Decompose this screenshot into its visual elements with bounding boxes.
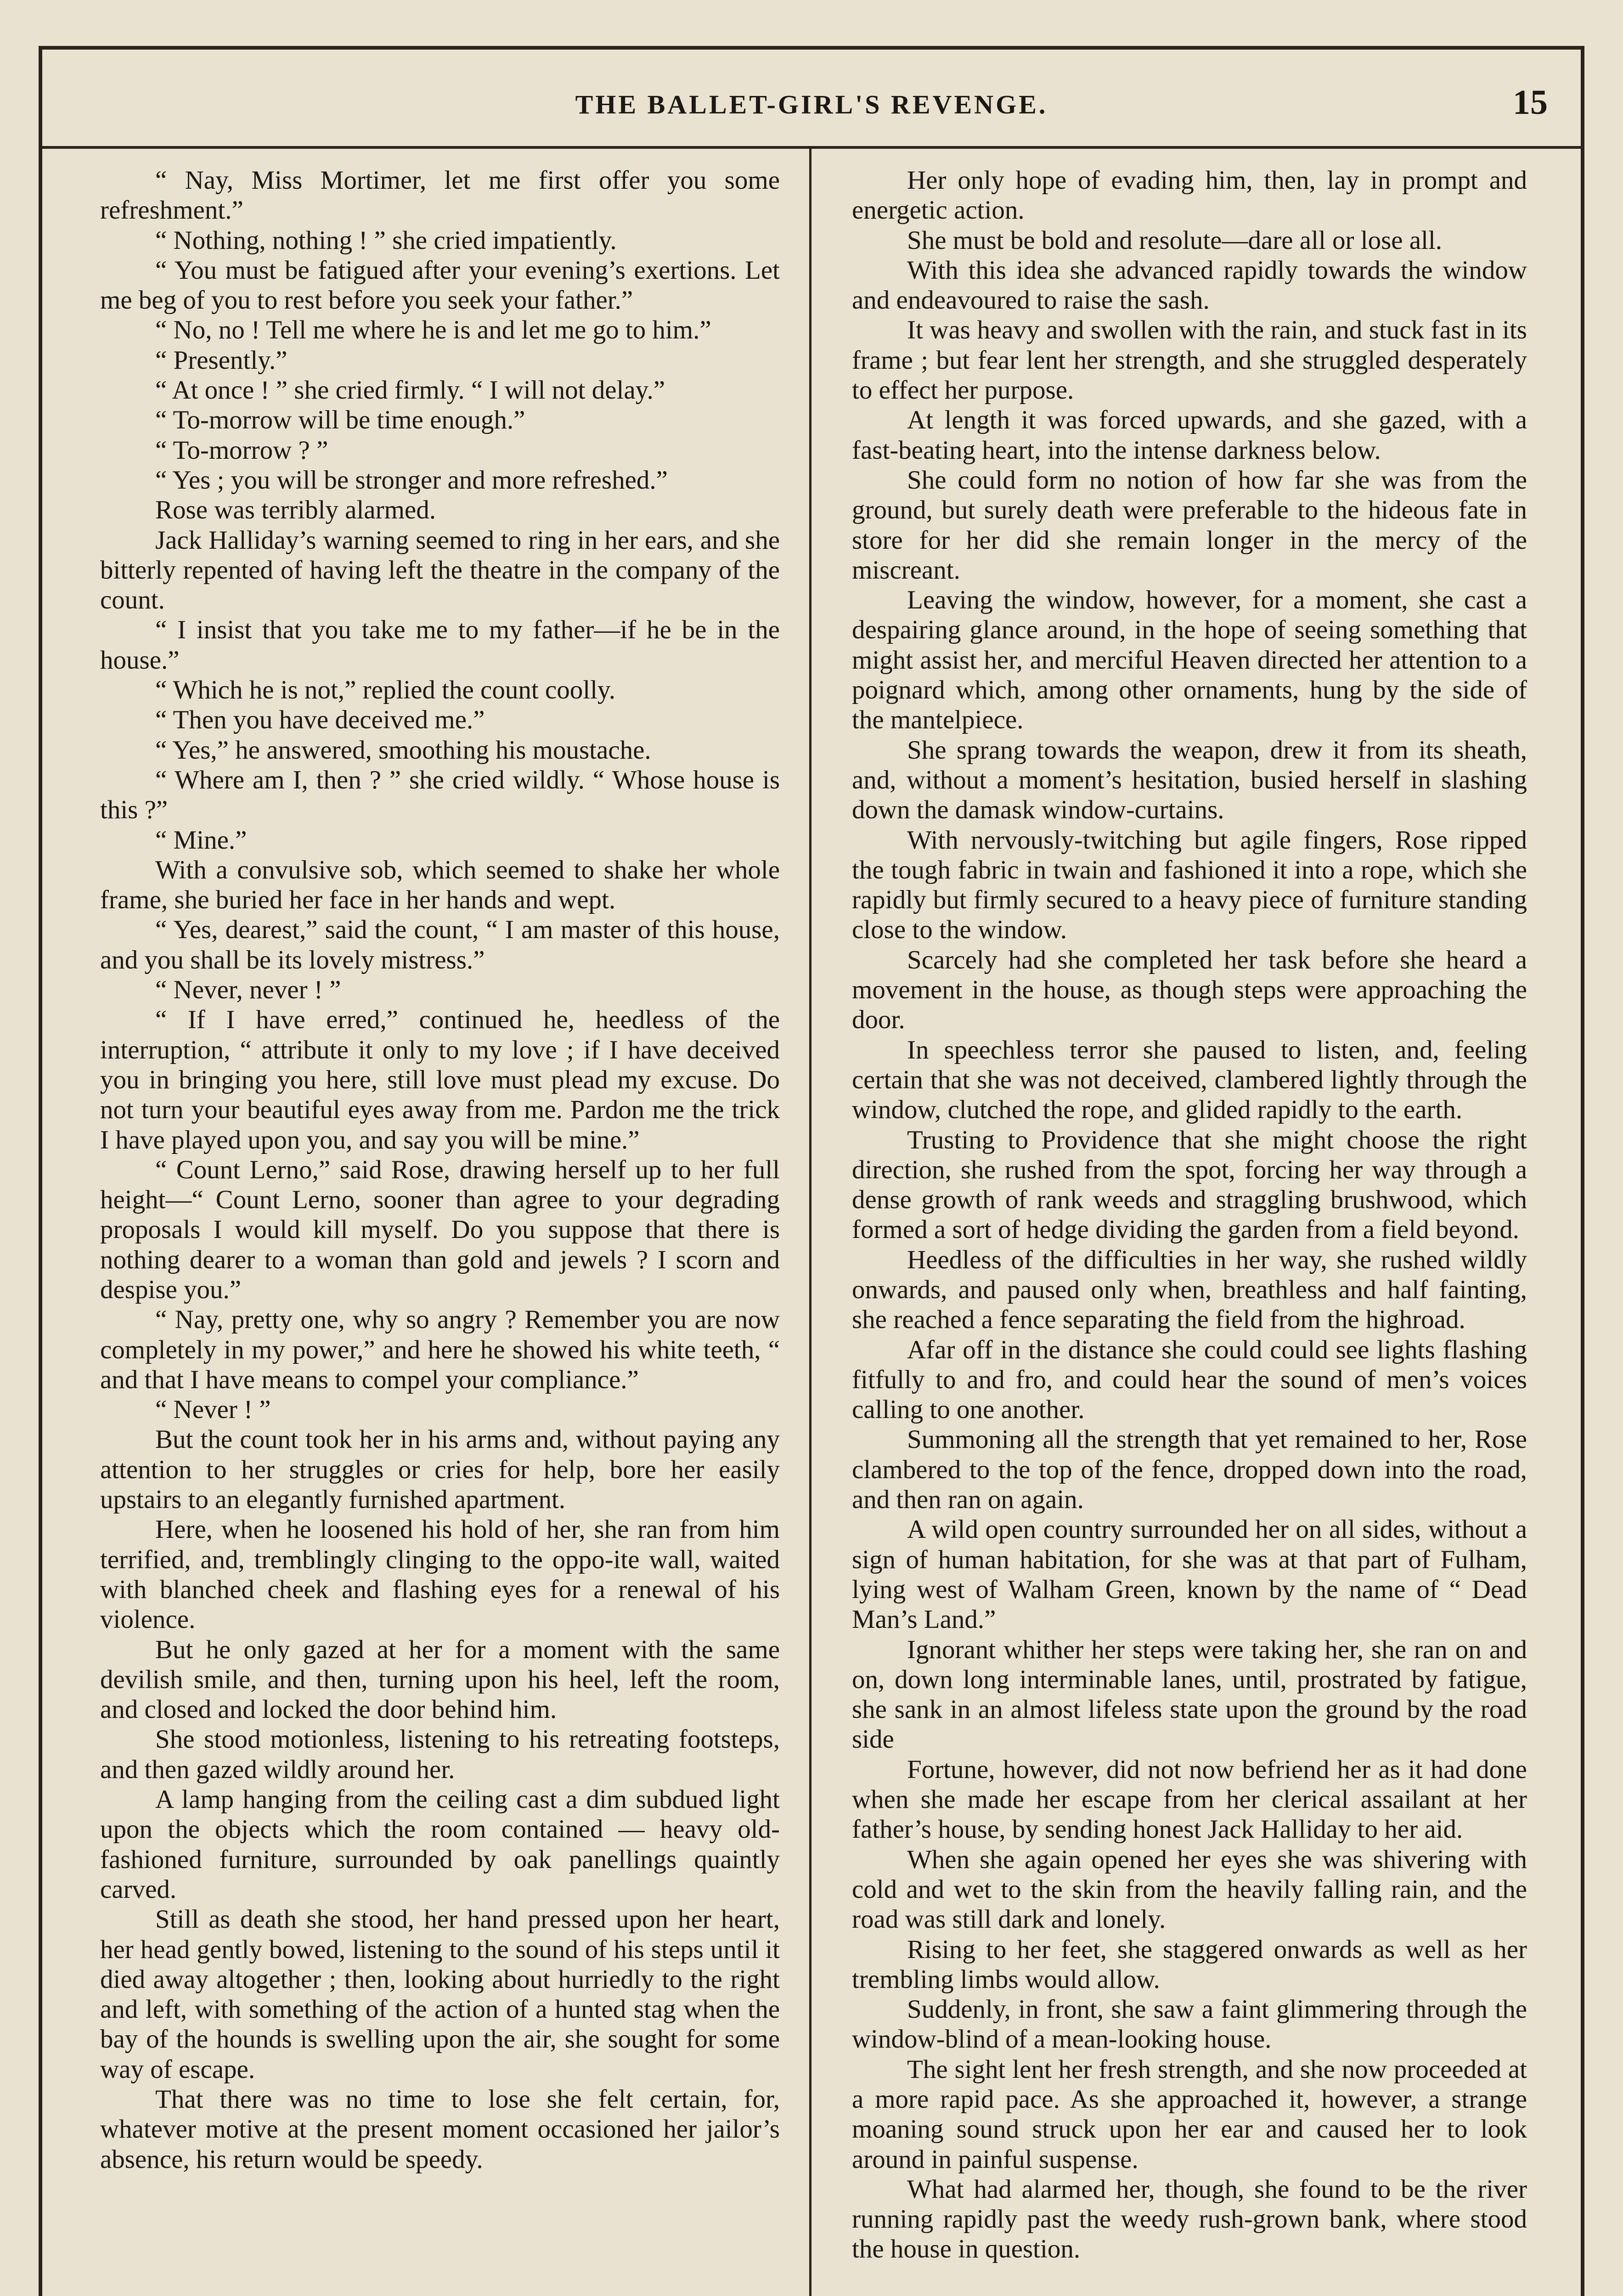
paragraph: A lamp hanging from the ceiling cast a dim subdued light upon the objects which the room contained — heavy old-fashioned furniture, surrounded by oak panellings quaintly carved. (100, 1785, 780, 1904)
paragraph: “ Which he is not,” replied the count coolly. (155, 675, 615, 705)
paragraph: “ If I have erred,” continued he, heedless of the interruption, “ attribute it only to my love ; if I have deceived you in bringing you here, still love must plead my excuse. Do not turn your beautiful eyes away from me. Pardon me the trick I have played upon you, and say you will be mine.” (100, 1005, 780, 1154)
paragraph: “ Where am I, then ? ” she cried wildly. “ Whose house is this ?” (100, 765, 780, 825)
paragraph: But the count took her in his arms and, without paying any attention to her struggles or cries for help, bore her easily upstairs to an elegantly furnished apartment. (100, 1425, 780, 1514)
paragraph: “ Nay, pretty one, why so angry ? Remember you are now completely in my power,” and here he showed his white teeth, “ and that I have means to compel your compliance.” (100, 1305, 780, 1394)
running-title: THE BALLET-GIRL'S REVENGE. (575, 90, 1048, 119)
page-number: 15 (1513, 83, 1548, 122)
paragraph: “ At once ! ” she cried firmly. “ I will not delay.” (155, 376, 665, 405)
paragraph: She sprang towards the weapon, drew it from its sheath, and, without a moment’s hesitation, busied herself in slashing down the damask window-curtains. (852, 735, 1527, 825)
paragraph: With this idea she advanced rapidly towards the window and endeavoured to raise the sash. (852, 255, 1527, 315)
paragraph: “ Then you have deceived me.” (155, 705, 485, 735)
paragraph: “ Presently.” (155, 345, 287, 375)
paragraph: Still as death she stood, her hand pressed upon her heart, her head gently bowed, listening to the sound of his steps until it died away altogether ; then, looking about hurriedly to the right and left, with something of the action of a hunted stag when the bay of the hounds is swelling upon the air, she sought for some way of escape. (100, 1905, 780, 2084)
paragraph: What had alarmed her, though, she found to be the river running rapidly past the weedy rush-grown bank, where stood the house in question. (852, 2174, 1527, 2264)
paragraph: Leaving the window, however, for a moment, she cast a despairing glance around, in the hope of seeing something that might assist her, and merciful Heaven directed her attention to a poignard which, among other ornaments, hung by the side of the mantelpiece. (852, 585, 1527, 735)
paragraph: Trusting to Providence that she might choose the right direction, she rushed from the spot, forcing her way through a dense growth of rank weeds and straggling brushwood, which formed a sort of hedge dividing the garden from a field beyond. (852, 1125, 1527, 1244)
paragraph: “ Count Lerno,” said Rose, drawing herself up to her full height—“ Count Lerno, sooner than agree to your degrading proposals I would kill myself. Do you suppose that there is nothing dearer to a woman than gold and jewels ? I scorn and despise you.” (100, 1155, 780, 1304)
paragraph: It was heavy and swollen with the rain, and stuck fast in its frame ; but fear lent her strength, and she struggled desperately to effect her purpose. (852, 315, 1527, 405)
paragraph: Heedless of the difficulties in her way, she rushed wildly onwards, and paused only when, breathless and half fainting, she reached a fence separating the field from the highroad. (852, 1245, 1527, 1334)
paragraph: “ Yes, dearest,” said the count, “ I am master of this house, and you shall be its lovely mistress.” (100, 915, 780, 974)
paragraph: With nervously-twitching but agile fingers, Rose ripped the tough fabric in twain and fashioned it into a rope, which she rapidly but firmly secured to a heavy piece of furniture standing close to the window. (852, 825, 1527, 945)
header-rule (39, 146, 1584, 149)
paragraph: “ Yes,” he answered, smoothing his moustache. (155, 735, 651, 765)
paragraph: “ Nothing, nothing ! ” she cried impatiently. (155, 225, 617, 255)
page-header (39, 78, 1584, 133)
paragraph: “ Yes ; you will be stronger and more refreshed.” (155, 465, 668, 495)
paragraph: Suddenly, in front, she saw a faint glimmering through the window-blind of a mean-looking house. (852, 1995, 1527, 2054)
paragraph: She stood motionless, listening to his retreating footsteps, and then gazed wildly around her. (100, 1725, 780, 1784)
paragraph: “ You must be fatigued after your evening’s exertions. Let me beg of you to rest before you seek your father.” (100, 255, 780, 315)
paragraph: She must be bold and resolute—dare all or lose all. (907, 225, 1443, 255)
paragraph: “ To-morrow ? ” (155, 435, 328, 465)
paragraph: Afar off in the distance she could could see lights flashing fitfully to and fro, and could hear the sound of men’s voices calling to one another. (852, 1335, 1527, 1424)
right-text-column (852, 165, 1527, 2264)
paragraph: “ Never ! ” (155, 1395, 271, 1424)
paragraph: “ Mine.” (155, 825, 247, 855)
paragraph: Her only hope of evading him, then, lay in prompt and energetic action. (852, 166, 1527, 225)
paragraph: But he only gazed at her for a moment with the same devilish smile, and then, turning upon his heel, left the room, and closed and locked the door behind him. (100, 1635, 780, 1724)
paragraph: With a convulsive sob, which seemed to shake her whole frame, she buried her face in her hands and wept. (100, 855, 780, 915)
paragraph: Rose was terribly alarmed. (155, 495, 436, 525)
paragraph: “ Never, never ! ” (155, 975, 341, 1005)
paragraph: When she again opened her eyes she was shivering with cold and wet to the skin from the heavily falling rain, and the road was still dark and lonely. (852, 1845, 1527, 1934)
paragraph: Ignorant whither her steps were taking her, she ran on and on, down long interminable lanes, until, prostrated by fatigue, she sank in an almost lifeless state upon the ground by the road side (852, 1635, 1527, 1754)
paragraph: Rising to her feet, she staggered onwards as well as her trembling limbs would allow. (852, 1935, 1527, 1994)
left-text-column (100, 165, 780, 2174)
paragraph: Scarcely had she completed her task before she heard a movement in the house, as though steps were approaching the door. (852, 945, 1527, 1035)
paragraph: Summoning all the strength that yet remained to her, Rose clambered to the top of the fence, dropped down into the road, and then ran on again. (852, 1425, 1527, 1514)
paragraph: That there was no time to lose she felt certain, for, whatever motive at the present moment occasioned her jailor’s absence, his return would be speedy. (100, 2085, 780, 2174)
paragraph: “ I insist that you take me to my father—if he be in the house.” (100, 615, 780, 675)
paragraph: Here, when he loosened his hold of her, she ran from him terrified, and, tremblingly clinging to the oppo-ite wall, waited with blanched cheek and flashing eyes for a renewal of his violence. (100, 1515, 780, 1634)
paragraph: The sight lent her fresh strength, and she now proceeded at a more rapid pace. As she approached it, however, a strange moaning sound struck upon her ear and caused her to look around in painful suspense. (852, 2054, 1527, 2174)
paragraph: She could form no notion of how far she was from the ground, but surely death were preferable to the hideous fate in store for her did she remain longer in the mercy of the miscreant. (852, 465, 1527, 585)
paragraph: Jack Halliday’s warning seemed to ring in her ears, and she bitterly repented of having left the theatre in the company of the count. (100, 525, 780, 615)
paragraph: “ Nay, Miss Mortimer, let me first offer you some refreshment.” (100, 166, 780, 225)
paragraph: “ No, no ! Tell me where he is and let me go to him.” (155, 315, 711, 345)
column-divider (809, 147, 812, 2296)
paragraph: “ To-morrow will be time enough.” (155, 405, 525, 435)
paragraph: A wild open country surrounded her on all sides, without a sign of human habitation, for she was at that part of Fulham, lying west of Walham Green, known by the name of “ Dead Man’s Land.” (852, 1515, 1527, 1634)
paragraph: Fortune, however, did not now befriend her as it had done when she made her escape from her clerical assailant at her father’s house, by sending honest Jack Halliday to her aid. (852, 1755, 1527, 1844)
paragraph: At length it was forced upwards, and she gazed, with a fast-beating heart, into the intense darkness below. (852, 405, 1527, 465)
paragraph: In speechless terror she paused to listen, and, feeling certain that she was not deceived, clambered lightly through the window, clutched the rope, and glided rapidly to the earth. (852, 1035, 1527, 1125)
